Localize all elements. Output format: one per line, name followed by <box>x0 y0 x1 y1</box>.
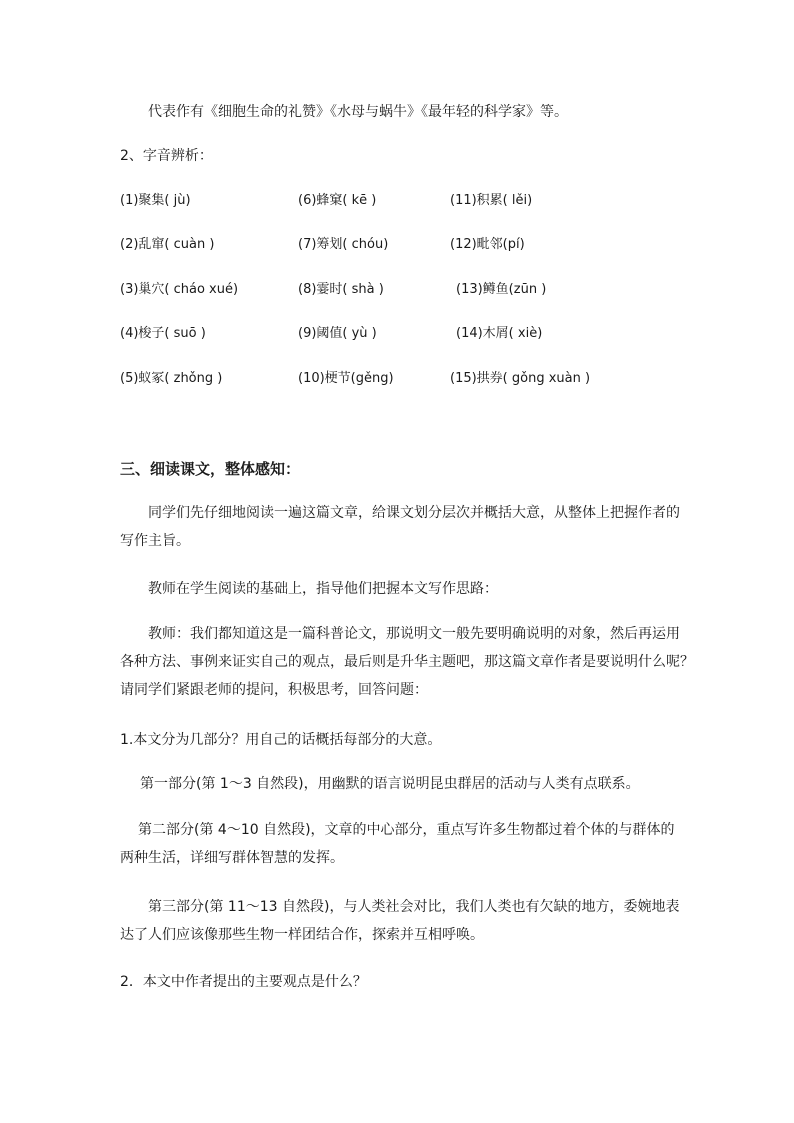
paragraph-line: 教师：我们都知道这是一篇科普论文，那说明文一般先要明确说明的对象，然后再运用 <box>148 626 680 642</box>
pronunciation-item: (13)鳟鱼(zūn ) <box>456 282 547 297</box>
paragraph-teacher-speech <box>120 624 694 700</box>
paragraph-line: 请同学们紧跟老师的提问，积极思考，回答问题： <box>120 682 428 698</box>
pronunciation-item: (4)梭子( suō ) <box>120 326 206 341</box>
pronunciation-row <box>120 324 680 344</box>
pronunciation-item: (1)聚集( jù) <box>120 193 191 208</box>
pronunciation-item: (7)筹划( chóu) <box>298 237 389 252</box>
paragraph-reading-task <box>120 503 680 551</box>
paragraph-line: 各种方法、事例来证实自己的观点，最后则是升华主题吧，那这篇文章作者是要说明什么呢？ <box>120 654 694 670</box>
pronunciation-item: (12)毗邻(pí) <box>450 237 525 252</box>
paragraph-line: 写作主旨。 <box>120 533 190 549</box>
paragraph-teacher-guide: 教师在学生阅读的基础上，指导他们把握本文写作思路： <box>148 581 498 597</box>
section2-title: 2、字音辨析： <box>120 148 213 164</box>
paragraph-line: 第二部分(第 4～10 自然段)，文章的中心部分，重点写许多生物都过着个体的与群体的 <box>138 822 675 838</box>
part-2-summary <box>120 820 680 868</box>
paragraph-line: 第三部分(第 11～13 自然段)，与人类社会对比，我们人类也有欠缺的地方，委婉地表 <box>148 899 680 915</box>
pronunciation-item: (14)木屑( xiè) <box>456 326 543 341</box>
part-3-summary <box>120 897 680 945</box>
section3-heading: 三、细读课文，整体感知： <box>120 460 301 478</box>
pronunciation-item: (9)阈值( yù ) <box>298 326 377 341</box>
pronunciation-item: (5)蚁冢( zhǒng ) <box>120 371 223 386</box>
pronunciation-row <box>120 280 680 300</box>
pronunciation-item: (8)霎时( shà ) <box>298 282 384 297</box>
pronunciation-item: (15)拱券( gǒng xuàn ) <box>450 371 591 386</box>
intro-line: 代表作有《细胞生命的礼赞》《水母与蜗牛》《最年轻的科学家》等。 <box>148 104 568 120</box>
part-1-summary: 第一部分(第 1～3 自然段)，用幽默的语言说明昆虫群居的活动与人类有点联系。 <box>140 776 640 792</box>
pronunciation-row <box>120 235 680 255</box>
pronunciation-item: (3)巢穴( cháo xué) <box>120 282 239 297</box>
pronunciation-item: (10)梗节(gěng) <box>298 371 394 386</box>
question-2: 2．本文中作者提出的主要观点是什么？ <box>120 974 367 990</box>
pronunciation-row <box>120 369 680 389</box>
pronunciation-item: (2)乱窜( cuàn ) <box>120 237 215 252</box>
pronunciation-row <box>120 191 680 211</box>
paragraph-line: 两种生活，详细写群体智慧的发挥。 <box>120 850 344 866</box>
pronunciation-item: (11)积累( lěi) <box>450 193 533 208</box>
paragraph-line: 达了人们应该像那些生物一样团结合作，探索并互相呼唤。 <box>120 927 484 943</box>
paragraph-line: 同学们先仔细地阅读一遍这篇文章，给课文划分层次并概括大意，从整体上把握作者的 <box>148 505 680 521</box>
question-1: 1.本文分为几部分？用自己的话概括每部分的大意。 <box>120 732 442 748</box>
pronunciation-item: (6)蜂窠( kē ) <box>298 193 377 208</box>
